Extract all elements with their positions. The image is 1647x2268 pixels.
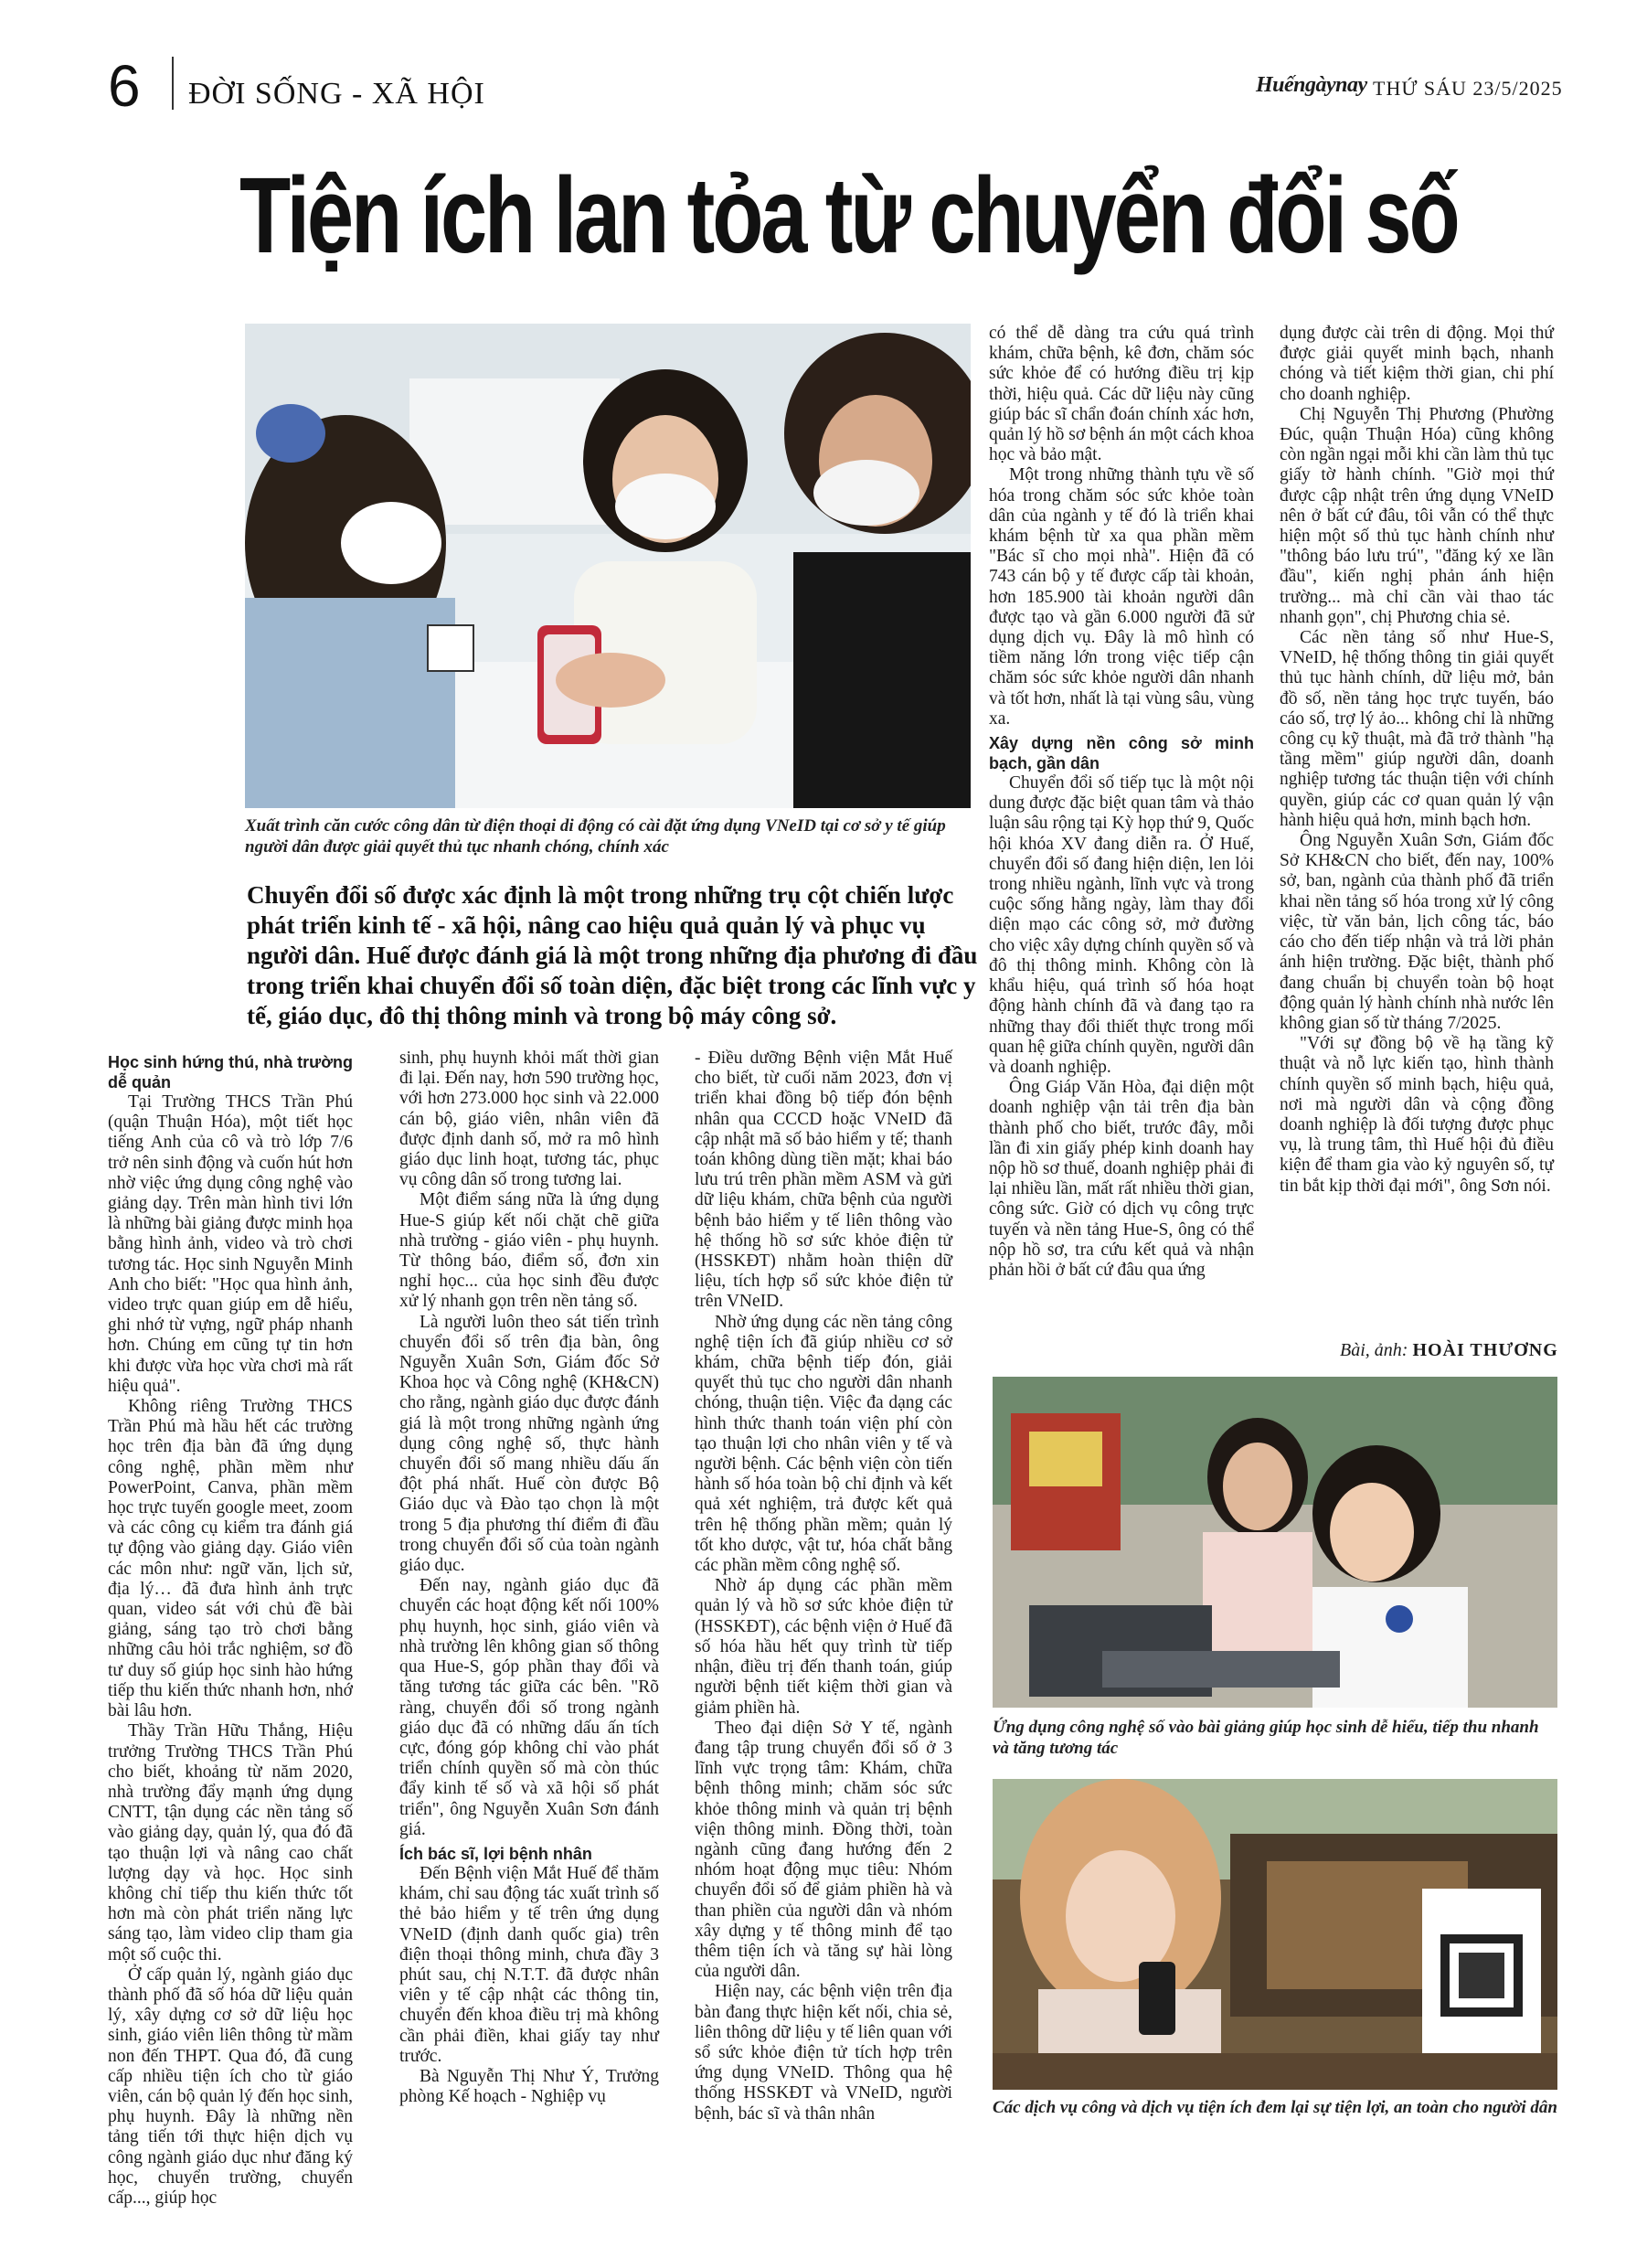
byline bbox=[1340, 1340, 1558, 1361]
column-2 bbox=[399, 1049, 659, 2107]
paragraph: Một điểm sáng nữa là ứng dụng Hue-S giúp kết nối chặt chẽ giữa nhà trường - giáo viên - phụ huynh. Từ thông báo, điểm số, đơn xin nghỉ học... của học sinh đều được xử lý nhanh gọn trên nền tảng số. bbox=[399, 1190, 659, 1312]
byline-prefix: Bài, ảnh: bbox=[1340, 1340, 1408, 1360]
photo-vneid-hospital bbox=[245, 324, 971, 808]
paragraph: Ở cấp quản lý, ngành giáo dục thành phố đã số hóa dữ liệu quản lý, xây dựng cơ sở dữ liệu học sinh, giáo viên liên thông từ mầm non đến THPT. Qua đó, đã cung cấp nhiều tiện ích cho từ giáo viên, cán bộ quản lý đến học sinh, phụ huynh. Đây là những nền tảng tiến tới thực hiện dịch vụ công ngành giáo dục như đăng ký học, chuyển trường, chuyển cấp..., giúp học bbox=[108, 1965, 353, 2208]
photo2-caption: Ứng dụng công nghệ số vào bài giảng giúp học sinh dễ hiểu, tiếp thu nhanh và tăng tương tác bbox=[993, 1718, 1539, 1758]
paragraph: Nhờ ứng dụng các nền tảng công nghệ tiện ích đã giúp nhiều cơ sở khám, chữa bệnh tiếp đón, giải quyết thủ tục cho người dân nhanh chóng, thuận tiện. Việc đa dạng các hình thức thanh toán viện phí còn tạo thuận lợi cho nhân viên y tế và người bệnh. Các bệnh viện còn tiến hành số hóa toàn bộ chỉ định và kết quả xét nghiệm, trả được kết quả trên hệ thống phần mềm; quản lý tốt kho dược, vật tư, hóa chất bằng các phần mềm công nghệ số. bbox=[695, 1312, 952, 1576]
photo3-caption: Các dịch vụ công và dịch vụ tiện ích đem lại sự tiện lợi, an toàn cho người dân bbox=[993, 2098, 1557, 2117]
paragraph: Ông Nguyễn Xuân Sơn, Giám đốc Sở KH&CN cho biết, đến nay, 100% sở, ban, ngành của thành phố đã triển khai nền tảng số hóa trong xử lý công việc, từ văn bản, lịch công tác, báo cáo cho đến tiếp nhận và trả lời phản ánh hiện trường. Đặc biệt, thành phố đang chuẩn bị chuyển toàn bộ hoạt động quản lý hành chính nhà nước lên không gian số từ tháng 7/2025. bbox=[1280, 831, 1554, 1033]
subheading-education: Học sinh hứng thú, nhà trường dễ quản bbox=[108, 1053, 353, 1091]
paragraph: Là người luôn theo sát tiến trình chuyển đổi số trên địa bàn, ông Nguyễn Xuân Sơn, Giám đốc Sở Khoa học và Công nghệ (KH&CN) cho rằng, ngành giáo dục được đánh giá là một trong những ngành ứng dụng công nghệ số, thực hành chuyển đổi số mang nhiều dấu ấn đột phá nhất. Huế còn được Bộ Giáo dục và Đào tạo chọn là một trong 5 địa phương thí điểm đi đầu trong chuyển đổi số của toàn ngành giáo dục. bbox=[399, 1312, 659, 1576]
paragraph: Đến nay, ngành giáo dục đã chuyển các hoạt động kết nối 100% phụ huynh, học sinh, giáo viên và nhà trường lên không gian số thông qua Hue-S, góp phần thay đổi và tăng tương tác giữa các bên. "Rõ ràng, chuyển đổi số trong ngành giáo dục đã có những dấu ấn tích cực, đóng góp không chỉ vào phát triển chính quyền số mà còn thúc đẩy kinh tế số và xã hội số phát triển", ông Nguyễn Xuân Sơn đánh giá. bbox=[399, 1576, 659, 1839]
paragraph: Hiện nay, các bệnh viện trên địa bàn đang thực hiện kết nối, chia sẻ, liên thông dữ liệu y tế liên quan với sổ sức khỏe điện tử tích hợp trên ứng dụng VNeID. Thông qua hệ thống HSSKĐT và VNeID, người bệnh, bác sĩ và thân nhân bbox=[695, 1982, 952, 2124]
paragraph: Một trong những thành tựu về số hóa trong chăm sóc sức khỏe toàn dân của ngành y tế đó là triển khai khám bệnh từ xa qua phần mềm "Bác sĩ cho mọi nhà". Hiện đã có 743 cán bộ y tế được cấp tài khoản, hơn 185.900 tài khoản người dân được tạo và gần 6.000 người đã sử dụng dịch vụ. Đây là mô hình có tiềm năng lớn trong việc tiếp cận chăm sóc sức khỏe người dân nhanh và tốt hơn, nhất là tại vùng sâu, vùng xa. bbox=[989, 465, 1254, 729]
paragraph: "Với sự đồng bộ về hạ tầng kỹ thuật và nỗ lực kiến tạo, hình thành chính quyền số minh bạch, hiệu quả, nơi mà người dân và cộng đồng doanh nghiệp là đối tượng được phục vụ, là trung tâm, thì Huế hội đủ điều kiện để tham gia vào kỷ nguyên số, tự tin bắt kịp thời đại mới", ông Sơn nói. bbox=[1280, 1034, 1554, 1196]
paragraph: Tại Trường THCS Trần Phú (quận Thuận Hóa), một tiết học tiếng Anh của cô và trò lớp 7/6 trở nên sinh động và cuốn hút hơn nhờ việc ứng dụng công nghệ vào giảng dạy. Trên màn hình tivi lớn là những bài giảng được minh họa bằng hình ảnh, video và trò chơi tương tác. Học sinh Nguyễn Minh Anh cho biết: "Học qua hình ảnh, video trực quan giúp em dễ hiểu, ghi nhớ từ vựng, ngữ pháp nhanh hơn. Chúng em cũng tự tin hơn khi được vừa học vừa chơi mà rất hiệu quả". bbox=[108, 1092, 353, 1396]
photo-classroom bbox=[993, 1377, 1557, 1708]
paragraph: Không riêng Trường THCS Trần Phú mà hầu hết các trường học trên địa bàn đã ứng dụng công nghệ, phần mềm như PowerPoint, Canva, phần mềm học trực tuyến google meet, zoom và các công cụ kiểm tra đánh giá tự động vào giảng dạy. Giáo viên các môn như: ngữ văn, lịch sử, địa lý… đã đưa hình ảnh trực quan, video sát với chủ đề bài giảng, sáng tạo trò chơi bằng những câu hỏi trắc nghiệm, sơ đồ tư duy số giúp học sinh hào hứng tiếp thu kiến thức nhanh hơn, nhớ bài lâu hơn. bbox=[108, 1397, 353, 1721]
headline: Tiện ích lan tỏa từ chuyển đổi số bbox=[239, 155, 1458, 276]
subheading-government: Xây dựng nền công sở minh bạch, gần dân bbox=[989, 734, 1254, 773]
photo-public-service-image bbox=[993, 1779, 1557, 2090]
paragraph: sinh, phụ huynh khỏi mất thời gian đi lại. Đến nay, hơn 590 trường học, với hơn 273.000 học sinh và 22.000 cán bộ, giáo viên, nhân viên đã được định danh số, mở ra mô hình giáo dục linh hoạt, tương tác, phục vụ công dân số trong tương lai. bbox=[399, 1049, 659, 1190]
paragraph: Bà Nguyễn Thị Như Ý, Trưởng phòng Kế hoạch - Nghiệp vụ bbox=[399, 2066, 659, 2107]
photo-public-service bbox=[993, 1779, 1557, 2090]
paragraph: Chị Nguyễn Thị Phương (Phường Đúc, quận Thuận Hóa) cũng không còn ngần ngại mỗi khi cần làm thủ tục giấy tờ hành chính. "Giờ mọi thứ được cập nhật trên ứng dụng VNeID nên ở bất cứ đâu, tôi vẫn có thể thực hiện một số thủ tục hành chính như "thông báo lưu trú", "đăng ký xe lần đầu", kiến nghị phản ánh hiện trường... mà chỉ cần vài thao tác nhanh gọn", chị Phương chia sẻ. bbox=[1280, 404, 1554, 627]
column-4 bbox=[989, 324, 1254, 1281]
column-1 bbox=[108, 1049, 353, 2209]
subheading-health: Ích bác sĩ, lợi bệnh nhân bbox=[399, 1844, 592, 1863]
column-3 bbox=[695, 1049, 952, 2124]
lead-paragraph: Chuyển đổi số được xác định là một trong những trụ cột chiến lược phát triển kinh tế - xã hội, nâng cao hiệu quả quản lý và phục vụ người dân. Huế được đánh giá là một trong những địa phương đi đầu trong triển khai chuyển đổi số toàn diện, đặc biệt trong các lĩnh vực y tế, giáo dục, đô thị thông minh và trong bộ máy công sở. bbox=[247, 881, 978, 1029]
paragraph: Các nền tảng số như Hue-S, VNeID, hệ thống thông tin giải quyết thủ tục hành chính, dữ liệu mở, bản đồ số, nền tảng học trực tuyến, báo cáo số, trợ lý ảo... không chỉ là những công cụ kỹ thuật, mà đã trở thành "hạ tầng mềm" giúp người dân, doanh nghiệp tương tác thuận tiện với chính quyền, giúp các cơ quan quản lý vận hành hiệu quả hơn, minh bạch hơn. bbox=[1280, 628, 1554, 830]
header-divider bbox=[172, 57, 174, 110]
paragraph: Theo đại diện Sở Y tế, ngành đang tập trung chuyển đổi số ở 3 lĩnh vực trọng tâm: Khám, chữa bệnh thông minh; chăm sóc sức khỏe thông minh và quản trị bệnh viện thông minh. Đồng thời, toàn ngành cũng đang hướng đến 2 nhóm hoạt động mục tiêu: Nhóm chuyển đổi số để giảm phiền hà và than phiền của người dân và nhóm xây dựng y tế thông minh để tạo thêm tiện ích và tăng sự hài lòng của người dân. bbox=[695, 1718, 952, 1982]
photo-classroom-image bbox=[993, 1377, 1557, 1708]
page-number: 6 bbox=[108, 53, 141, 119]
section-title: ĐỜI SỐNG - XÃ HỘI bbox=[188, 77, 485, 111]
photo1-caption: Xuất trình căn cước công dân từ điện thoại di động có cài đặt ứng dụng VNeID tại cơ sở y tế giúp người dân được giải quyết thủ tục nhanh chóng, chính xác bbox=[245, 816, 946, 857]
newspaper-logo: Huếngàynay bbox=[1256, 73, 1367, 97]
photo-vneid-hospital-image bbox=[245, 324, 971, 808]
column-5 bbox=[1280, 324, 1554, 1197]
paragraph: Thầy Trần Hữu Thắng, Hiệu trưởng Trường THCS Trần Phú cho biết, khoảng từ năm 2020, nhà trường đẩy mạnh ứng dụng CNTT, tận dụng các nền tảng số vào giảng dạy, quản lý, qua đó đã tạo thuận lợi và nâng cao chất lượng dạy và học. Học sinh không chỉ tiếp thu kiến thức tốt hơn mà còn phát triển năng lực sáng tạo, làm video clip tham gia một số cuộc thi. bbox=[108, 1721, 353, 1965]
paragraph: Đến Bệnh viện Mắt Huế để thăm khám, chỉ sau động tác xuất trình số thẻ bảo hiểm y tế trên ứng dụng VNeID (định danh quốc gia) trên điện thoại thông minh, chưa đầy 3 phút sau, chị N.T.T. đã được nhân viên y tế cập nhật các thông tin, chuyển đến khoa điều trị mà không cần phải điền, khai giấy tay như trước. bbox=[399, 1863, 659, 2066]
paragraph: Nhờ áp dụng các phần mềm quản lý và hồ sơ sức khỏe điện tử (HSSKĐT), các bệnh viện ở Huế đã số hóa hầu hết quy trình từ tiếp nhận, điều trị đến thanh toán, giúp người bệnh tiết kiệm thời gian và giảm phiền hà. bbox=[695, 1576, 952, 1718]
paragraph: - Điều dưỡng Bệnh viện Mắt Huế cho biết, từ cuối năm 2023, đơn vị triển khai đồng bộ tiếp đón bệnh nhân qua CCCD hoặc VNeID đã cập nhật mã số bảo hiểm y tế; thanh toán không dùng tiền mặt; khai báo lưu trú trên phần mềm ASM và gửi dữ liệu khám, chữa bệnh của người bệnh bảo hiểm y tế liên thông vào hệ thống hồ sơ sức khỏe điện tử (HSSKĐT) nhằm hoàn thiện dữ liệu, tích hợp sổ sức khỏe điện tử trên VNeID. bbox=[695, 1049, 952, 1312]
paragraph: dụng được cài trên di động. Mọi thứ được giải quyết minh bạch, nhanh chóng và tiết kiệm thời gian, chi phí cho doanh nghiệp. bbox=[1280, 324, 1554, 404]
byline-author: HOÀI THƯƠNG bbox=[1412, 1340, 1558, 1360]
paragraph: Ông Giáp Văn Hòa, đại diện một doanh nghiệp vận tải trên địa bàn thành phố cho biết, trước đây, mỗi lần đi xin giấy phép kinh doanh hay nộp hồ sơ thuế, doanh nghiệp phải đi lại nhiều lần, mất rất nhiều thời gian, công sức. Giờ có dịch vụ công trực tuyến và nền tảng Hue-S, ông có thể nộp hồ sơ, tra cứu kết quả và nhận phản hồi ở bất cứ đâu qua ứng bbox=[989, 1078, 1254, 1280]
paragraph: có thể dễ dàng tra cứu quá trình khám, chữa bệnh, kê đơn, chăm sóc sức khỏe để có hướng điều trị kịp thời, hiệu quả. Các dữ liệu này cũng giúp bác sĩ chẩn đoán chính xác hơn, quản lý hồ sơ bệnh án một cách khoa học và bảo mật. bbox=[989, 324, 1254, 465]
issue-date: THỨ SÁU 23/5/2025 bbox=[1373, 77, 1563, 100]
paragraph: Chuyển đổi số tiếp tục là một nội dung được đặc biệt quan tâm và thảo luận sâu rộng tại Kỳ họp thứ 9, Quốc hội khóa XV đang diễn ra. Ở Huế, chuyển đổi số đang hiện diện, len lỏi trong nhiều ngành, lĩnh vực và trong cuộc sống hằng ngày, làm thay đổi diện mạo các công sở, mở đường cho việc xây dựng chính quyền số và đô thị thông minh. Không còn là khẩu hiệu, quá trình số hóa hoạt động hành chính đã và đang tạo ra những thay đổi thiết thực trong mối quan hệ giữa chính quyền, người dân và doanh nghiệp. bbox=[989, 773, 1254, 1077]
